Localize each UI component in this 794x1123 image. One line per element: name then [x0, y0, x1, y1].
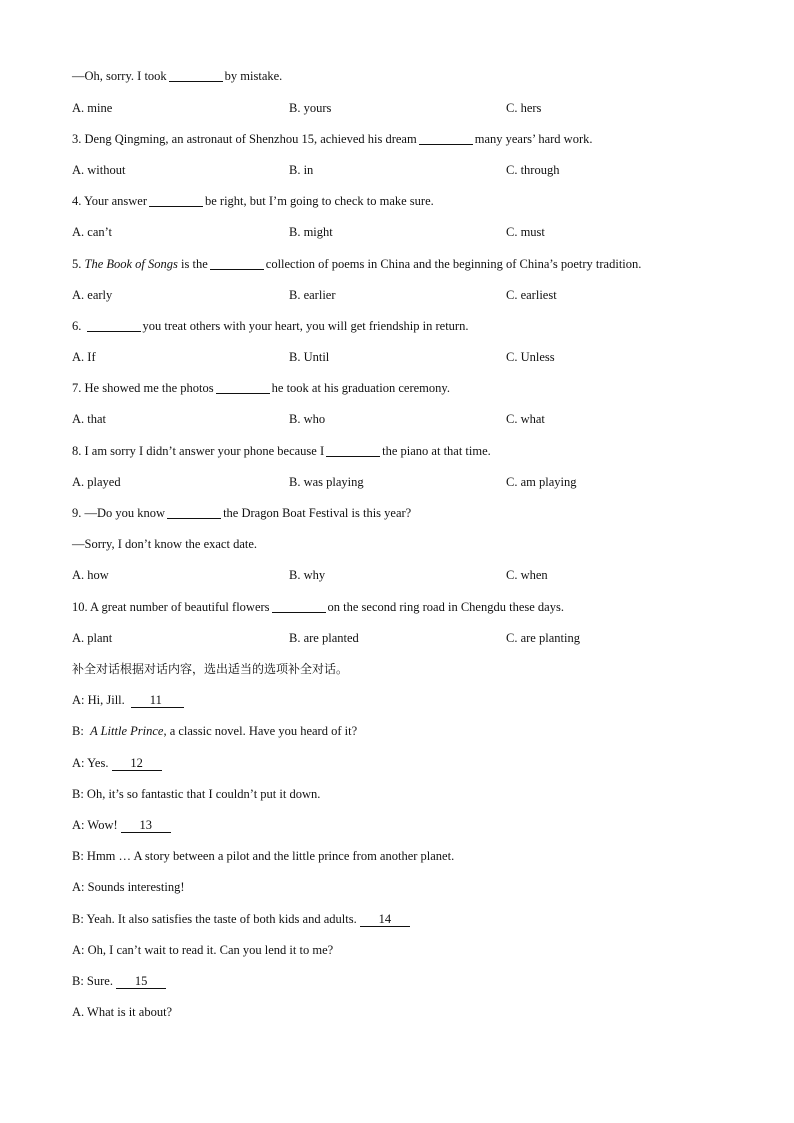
q4-option-b: B. might [289, 225, 333, 239]
q10-stem: 10. A great number of beautiful flowers on the second ring road in Chengdu these days. [72, 600, 564, 614]
q3-stem: 3. Deng Qingming, an astronaut of Shenzhou 15, achieved his dream many years’ hard work. [72, 132, 593, 146]
dialogue-blank-14: 14 [360, 912, 410, 927]
book-title: The Book of Songs [84, 257, 178, 271]
dialogue-line-10: B: Sure. 15 [72, 973, 166, 989]
answer-blank [210, 257, 264, 270]
q9-reply: —Sorry, I don’t know the exact date. [72, 537, 258, 551]
q9-option-b: B. why [289, 568, 326, 582]
section-instruction: 补全对话根据对话内容，选出适当的选项补全对话。 [72, 662, 349, 676]
q2-option-c: C. hers [506, 101, 542, 115]
q4-stem: 4. Your answer be right, but I’m going to check to make sure. [72, 194, 434, 208]
novel-title: A Little Prince [90, 724, 164, 738]
dialogue-line-5: A: Wow! 13 [72, 817, 171, 833]
q5-option-b: B. earlier [289, 288, 336, 302]
q10-option-b: B. are planted [289, 631, 359, 645]
answer-blank [216, 381, 270, 394]
dialogue-line-9: A: Oh, I can’t wait to read it. Can you lend it to me? [72, 943, 334, 957]
dialogue-line-8: B: Yeah. It also satisfies the taste of both kids and adults. 14 [72, 911, 410, 927]
q2-reply: —Oh, sorry. I took by mistake. [72, 69, 283, 83]
q9-option-a: A. how [72, 568, 109, 582]
q5-stem: 5. The Book of Songs is the collection of poems in China and the beginning of China’s poetry tradition. [72, 257, 642, 271]
q5-option-c: C. earliest [506, 288, 557, 302]
answer-blank [169, 69, 223, 82]
dialogue-line-7: A: Sounds interesting! [72, 880, 185, 894]
q8-stem: 8. I am sorry I didn’t answer your phone because I the piano at that time. [72, 444, 491, 458]
dialogue-line-6: B: Hmm … A story between a pilot and the little prince from another planet. [72, 849, 455, 863]
q2-option-b: B. yours [289, 101, 332, 115]
q7-option-b: B. who [289, 412, 326, 426]
dialogue-choice-a: A. What is it about? [72, 1005, 173, 1019]
q7-stem: 7. He showed me the photos he took at his graduation ceremony. [72, 381, 450, 395]
q6-option-c: C. Unless [506, 350, 555, 364]
answer-blank [419, 132, 473, 145]
answer-blank [149, 194, 203, 207]
dialogue-line-3: A: Yes. 12 [72, 755, 162, 771]
q3-option-a: A. without [72, 163, 126, 177]
q6-stem: 6. you treat others with your heart, you will get friendship in return. [72, 319, 469, 333]
q4-option-a: A. can’t [72, 225, 113, 239]
q7-option-c: C. what [506, 412, 545, 426]
q9-stem: 9. —Do you know the Dragon Boat Festival is this year? [72, 506, 412, 520]
q3-option-b: B. in [289, 163, 314, 177]
q4-option-c: C. must [506, 225, 545, 239]
answer-blank [326, 444, 380, 457]
q8-option-a: A. played [72, 475, 121, 489]
q5-option-a: A. early [72, 288, 113, 302]
dialogue-blank-11: 11 [131, 693, 184, 708]
answer-blank [272, 600, 326, 613]
dialogue-line-1: A: Hi, Jill. 11 [72, 692, 184, 708]
dialogue-blank-12: 12 [112, 756, 162, 771]
q6-option-a: A. If [72, 350, 96, 364]
dialogue-blank-15: 15 [116, 974, 166, 989]
q8-option-b: B. was playing [289, 475, 364, 489]
q6-option-b: B. Until [289, 350, 330, 364]
dialogue-blank-13: 13 [121, 818, 171, 833]
q9-option-c: C. when [506, 568, 548, 582]
q2-option-a: A. mine [72, 101, 113, 115]
dialogue-line-2: B: A Little Prince, a classic novel. Have you heard of it? [72, 724, 358, 738]
q3-option-c: C. through [506, 163, 560, 177]
answer-blank [167, 506, 221, 519]
q8-option-c: C. am playing [506, 475, 577, 489]
q10-option-a: A. plant [72, 631, 113, 645]
dialogue-line-4: B: Oh, it’s so fantastic that I couldn’t put it down. [72, 787, 321, 801]
answer-blank [87, 319, 141, 332]
q10-option-c: C. are planting [506, 631, 580, 645]
q7-option-a: A. that [72, 412, 107, 426]
